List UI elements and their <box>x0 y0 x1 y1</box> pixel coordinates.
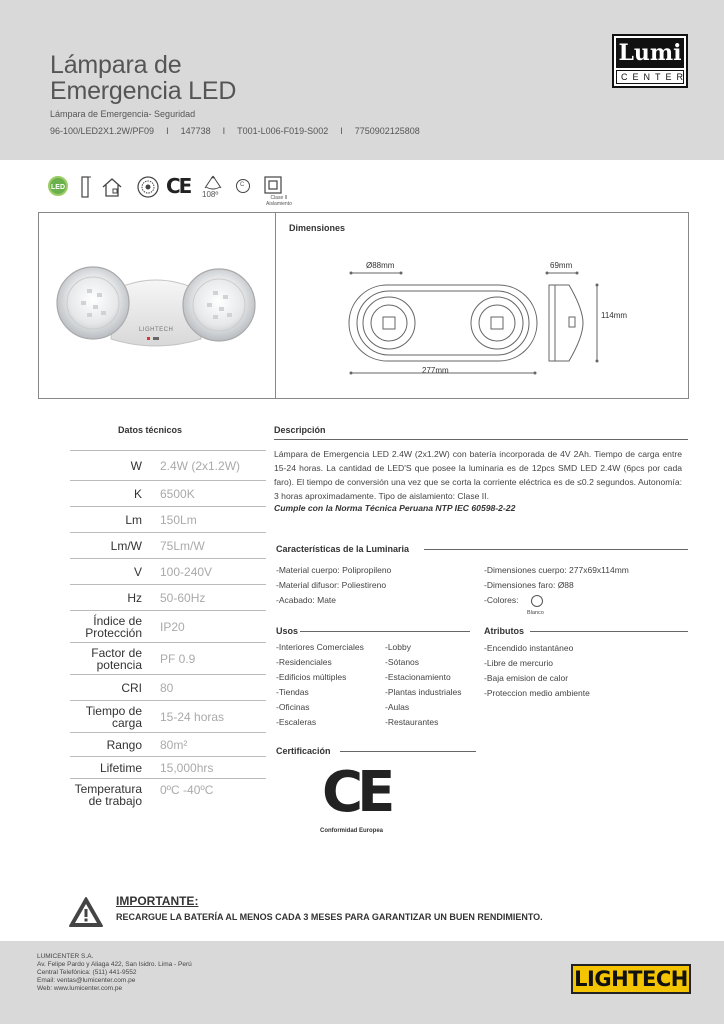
page-title <box>50 52 236 104</box>
list-item: -Estacionamiento <box>385 672 451 682</box>
list-item: -Libre de mercurio <box>484 658 553 668</box>
tech-value: 80 <box>160 680 174 695</box>
footer-address: Av. Felipe Pardo y Aliaga 422, San Isidro. Lima - Perú <box>37 961 192 968</box>
logo-center-text: CENTER <box>616 70 684 84</box>
list-item: -Proteccion medio ambiente <box>484 688 590 698</box>
tech-row <box>70 778 266 812</box>
tech-data-title: Datos técnicos <box>118 425 183 435</box>
title-line-1: Lámpara de <box>50 51 182 79</box>
list-item: -Oficinas <box>276 702 310 712</box>
code-ean: 7750902125808 <box>354 126 420 136</box>
code-model: 96-100/LED2X1.2W/PF09 <box>50 126 155 136</box>
tech-row <box>70 674 266 700</box>
tech-value: 0ºC -40ºC <box>160 783 214 797</box>
tech-row <box>70 450 266 480</box>
tech-label: Índice de Protección <box>85 613 142 640</box>
tech-row <box>70 756 266 778</box>
wall-mount-icon <box>80 176 92 198</box>
characteristics-right <box>484 563 629 608</box>
tech-row <box>70 732 266 756</box>
class-ii-icon <box>264 176 282 194</box>
list-item: -Baja emision de calor <box>484 673 569 683</box>
dimension-diameter: Ø88mm <box>366 261 395 270</box>
list-item: -Dimensiones cuerpo: 277x69x114mm <box>484 565 629 575</box>
list-item: -Aulas <box>385 702 410 712</box>
led-icon: LED <box>48 176 68 196</box>
tech-value: 50-60Hz <box>160 590 206 605</box>
ce-certification-caption: Conformidad Europea <box>320 828 384 834</box>
footer-company: LUMICENTER S.A. <box>37 953 94 960</box>
beam-angle-icon <box>200 174 226 190</box>
description-text: Lámpara de Emergencia LED 2.4W (2x1.2W) con batería incorporada de 4V 2Ah. Tiempo de carga entre 15-24 horas. La cantidad de LED'S que posee la luminaria es de 12pcs SMD LED 2.4W (6pcs por cada faro). El tiempo de conversión una vez que se corta la corriente eléctrica es de ≤0.2 segundos. Autonomía: 3 horas aproximadamente. Tipo de aislamiento: Clase II. <box>274 449 682 501</box>
tech-label: Lm <box>125 512 142 527</box>
list-item: -Acabado: Mate <box>276 595 337 605</box>
tech-label: Lifetime <box>99 760 142 775</box>
footer-contact <box>37 953 192 993</box>
tech-label: Tiempo de carga <box>85 703 142 730</box>
tech-value: 6500K <box>160 486 195 501</box>
dimension-length: 277mm <box>422 366 449 375</box>
title-line-2: Emergencia LED <box>50 77 237 105</box>
beam-angle-label: 108º <box>202 190 219 199</box>
tech-value: 2.4W (2x1.2W) <box>160 458 241 473</box>
characteristics-title: Características de la Luminaria <box>276 544 410 554</box>
tech-label: Factor de potencia <box>91 645 142 672</box>
usos-col-2 <box>385 640 462 730</box>
page-subtitle: Lámpara de Emergencia- Seguridad <box>50 109 196 119</box>
tech-label: V <box>133 564 142 579</box>
tech-value: 150Lm <box>160 512 197 527</box>
atributos-rule <box>530 631 688 632</box>
tech-row <box>70 532 266 558</box>
atributos-list <box>484 641 590 701</box>
code-separator: I <box>166 126 169 136</box>
usos-title: Usos <box>276 626 299 636</box>
tech-row <box>70 480 266 506</box>
class-ii-label-line1: Clase II <box>270 195 288 201</box>
certificacion-title: Certificación <box>276 746 331 756</box>
tech-label: Lm/W <box>110 538 142 553</box>
images-divider <box>275 213 276 398</box>
list-item: -Dimensiones faro: Ø88 <box>484 580 574 590</box>
tech-value: 15-24 horas <box>160 709 225 724</box>
code-separator: I <box>222 126 226 136</box>
list-item: -Residenciales <box>276 657 332 667</box>
tech-value: 75Lm/W <box>160 538 205 553</box>
product-images-box <box>38 212 689 399</box>
usos-col-1 <box>276 640 364 730</box>
footer-web: Web: www.lumicenter.com.pe <box>37 985 123 992</box>
color-swatch-label: Blanco <box>527 610 544 616</box>
tech-row <box>70 642 266 674</box>
list-item: -Material difusor: Poliestireno <box>276 580 387 590</box>
tech-label: Temperatura de trabajo <box>74 782 142 808</box>
smd-chip-icon <box>136 175 160 199</box>
tech-label: Rango <box>106 737 142 752</box>
footer-phone: Central Telefónica: (511) 441-9552 <box>37 969 137 976</box>
tech-row <box>70 584 266 610</box>
tech-value: 15,000hrs <box>160 760 214 775</box>
usos-rule <box>300 631 470 632</box>
tech-label: CRI <box>121 680 142 695</box>
tech-value: IP20 <box>160 619 185 634</box>
tech-row <box>70 506 266 532</box>
dimensions-drawing <box>339 269 639 379</box>
tech-value: 100-240V <box>160 564 213 579</box>
code-sku: 147738 <box>180 126 211 136</box>
class-ii-label <box>266 195 292 207</box>
dimension-depth: 69mm <box>550 261 573 270</box>
lumicenter-logo <box>612 34 688 88</box>
ce-certification-mark: CE <box>322 760 390 825</box>
tech-label: K <box>133 486 142 501</box>
list-item: -Sótanos <box>385 657 420 667</box>
description-rule <box>274 439 688 440</box>
dimensions-title: Dimensiones <box>289 223 346 233</box>
lightech-logo: LIGHTECH <box>571 964 691 994</box>
list-item: -Tiendas <box>276 687 309 697</box>
color-swatch-white <box>531 595 543 607</box>
tech-label: W <box>130 458 142 473</box>
product-photo-brand: LIGHTECH <box>139 327 174 333</box>
c-mark-label: C <box>240 182 245 188</box>
certification-icons-row <box>48 174 308 208</box>
indoor-house-icon <box>100 176 126 198</box>
list-item: -Colores: <box>484 595 519 605</box>
code-reference: T001-L006-F019-S002 <box>237 126 329 136</box>
list-item: -Lobby <box>385 642 411 652</box>
atributos-title: Atributos <box>484 626 524 636</box>
ce-mark-icon: CE <box>166 174 191 198</box>
tech-row <box>70 558 266 584</box>
description-norm: Cumple con la Norma Técnica Peruana NTP IEC 60598-2-22 <box>274 503 516 513</box>
list-item: -Edificios múltiples <box>276 672 347 682</box>
tech-label: Hz <box>127 590 142 605</box>
warning-icon <box>68 896 104 928</box>
footer-email: Email: ventas@lumicenter.com.pe <box>37 977 136 984</box>
list-item: -Encendido instantáneo <box>484 643 574 653</box>
product-codes <box>50 126 420 136</box>
certificacion-rule <box>340 751 476 752</box>
tech-value: PF 0.9 <box>160 651 196 666</box>
characteristics-left <box>276 563 391 608</box>
class-ii-label-line2: Aislamiento <box>266 201 292 207</box>
dimension-height: 114mm <box>601 311 628 320</box>
logo-lumi-text: Lumi <box>616 38 684 68</box>
tech-row <box>70 700 266 732</box>
tech-value: 80m² <box>160 737 188 752</box>
list-item: -Plantas industriales <box>385 687 462 697</box>
description-title: Descripción <box>274 425 326 435</box>
code-separator: I <box>340 126 343 136</box>
tech-data-table <box>70 450 266 812</box>
list-item: -Material cuerpo: Polipropileno <box>276 565 392 575</box>
characteristics-rule <box>424 549 688 550</box>
important-text: RECARGUE LA BATERÍA AL MENOS CADA 3 MESES PARA GARANTIZAR UN BUEN RENDIMIENTO. <box>116 912 543 922</box>
tech-row <box>70 610 266 642</box>
important-title: IMPORTANTE: <box>116 894 199 908</box>
list-item: -Interiores Comerciales <box>276 642 364 652</box>
list-item: -Restaurantes <box>385 717 439 727</box>
list-item: -Escaleras <box>276 717 317 727</box>
product-photo <box>51 261 261 357</box>
